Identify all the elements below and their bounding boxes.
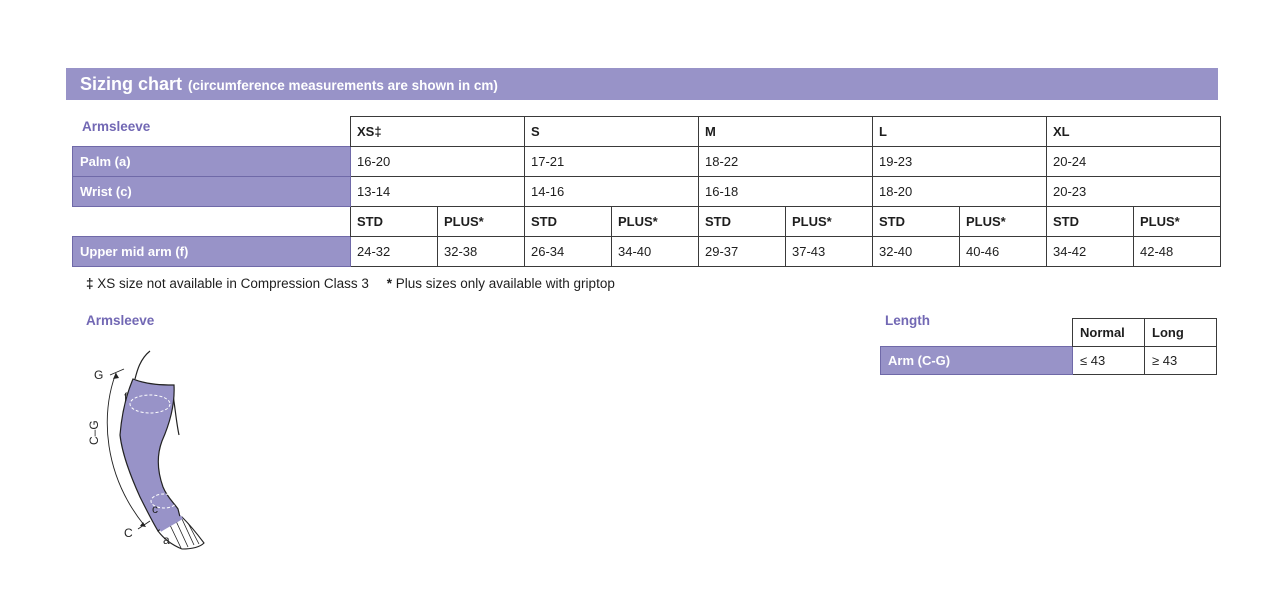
label-a: a — [163, 533, 170, 547]
length-header-normal: Normal — [1073, 319, 1145, 347]
g-tick — [110, 369, 124, 375]
table-cell: 20-24 — [1047, 147, 1221, 177]
subheader-plus: PLUS* — [612, 207, 699, 237]
upper-arm-row — [73, 237, 1221, 267]
sleeve-shape — [120, 379, 180, 531]
footnote-mark-plus: * — [386, 276, 392, 291]
sizing-table — [72, 116, 1221, 267]
length-table — [880, 318, 1217, 375]
label-c: C — [124, 526, 133, 540]
table-cell: 20-23 — [1047, 177, 1221, 207]
table-cell: 26-34 — [525, 237, 612, 267]
subheader-plus: PLUS* — [438, 207, 525, 237]
armsleeve-diagram — [80, 345, 220, 555]
table-cell: 13-14 — [351, 177, 525, 207]
palm-row — [73, 147, 1221, 177]
armsleeve-table-label: Armsleeve — [82, 119, 151, 134]
size-header-m: M — [699, 117, 873, 147]
table-cell: 29-37 — [699, 237, 786, 267]
subheader-plus: PLUS* — [786, 207, 873, 237]
footnote-mark-xs: ‡ — [86, 276, 94, 291]
size-header-s: S — [525, 117, 699, 147]
table-cell: 34-40 — [612, 237, 699, 267]
sizing-chart-banner — [66, 68, 1218, 100]
subheader-std: STD — [873, 207, 960, 237]
table-cell: 34-42 — [1047, 237, 1134, 267]
label-g: G — [94, 368, 104, 382]
table-cell: 18-20 — [873, 177, 1047, 207]
subheader-std: STD — [1047, 207, 1134, 237]
footnote-xs-text: XS size not available in Compression Class 3 — [97, 276, 369, 291]
size-header-l: L — [873, 117, 1047, 147]
table-cell: ≤ 43 — [1073, 347, 1145, 375]
footnote-plus-text: Plus sizes only available with griptop — [395, 276, 615, 291]
subheader-plus: PLUS* — [1134, 207, 1221, 237]
table-cell: 16-18 — [699, 177, 873, 207]
table-cell: 14-16 — [525, 177, 699, 207]
std-plus-header-row — [73, 207, 1221, 237]
subheader-std: STD — [525, 207, 612, 237]
size-header-row — [73, 117, 1221, 147]
row-label-arm: Arm (C-G) — [881, 347, 1073, 375]
table-cell: 40-46 — [960, 237, 1047, 267]
table-cell: ≥ 43 — [1145, 347, 1217, 375]
row-label-palm: Palm (a) — [73, 147, 351, 177]
table-cell: 32-40 — [873, 237, 960, 267]
table-cell: 17-21 — [525, 147, 699, 177]
table-cell: 42-48 — [1134, 237, 1221, 267]
arrow-head — [113, 373, 119, 379]
row-label-wrist: Wrist (c) — [73, 177, 351, 207]
label-cg: C–G — [87, 420, 101, 445]
length-header-row — [881, 319, 1217, 347]
length-header-long: Long — [1145, 319, 1217, 347]
footnotes — [86, 276, 615, 291]
row-label-upper-arm: Upper mid arm (f) — [73, 237, 351, 267]
subheader-plus: PLUS* — [960, 207, 1047, 237]
table-cell: 37-43 — [786, 237, 873, 267]
size-header-xl: XL — [1047, 117, 1221, 147]
table-cell: 19-23 — [873, 147, 1047, 177]
shoulder-outline — [135, 351, 150, 379]
table-cell: 24-32 — [351, 237, 438, 267]
subheader-std: STD — [351, 207, 438, 237]
subheader-std: STD — [699, 207, 786, 237]
table-cell: 16-20 — [351, 147, 525, 177]
size-header-xs: XS‡ — [351, 117, 525, 147]
length-arm-row — [881, 347, 1217, 375]
sizing-chart-subtitle: (circumference measurements are shown in cm) — [188, 77, 498, 93]
table-cell: 32-38 — [438, 237, 525, 267]
table-cell: 18-22 — [699, 147, 873, 177]
label-f: f — [124, 390, 128, 404]
length-table-label: Length — [885, 313, 930, 328]
label-c-inner: c — [152, 502, 158, 516]
sizing-chart-title: Sizing chart — [80, 73, 183, 94]
wrist-row — [73, 177, 1221, 207]
armsleeve-diagram-label: Armsleeve — [86, 313, 155, 328]
